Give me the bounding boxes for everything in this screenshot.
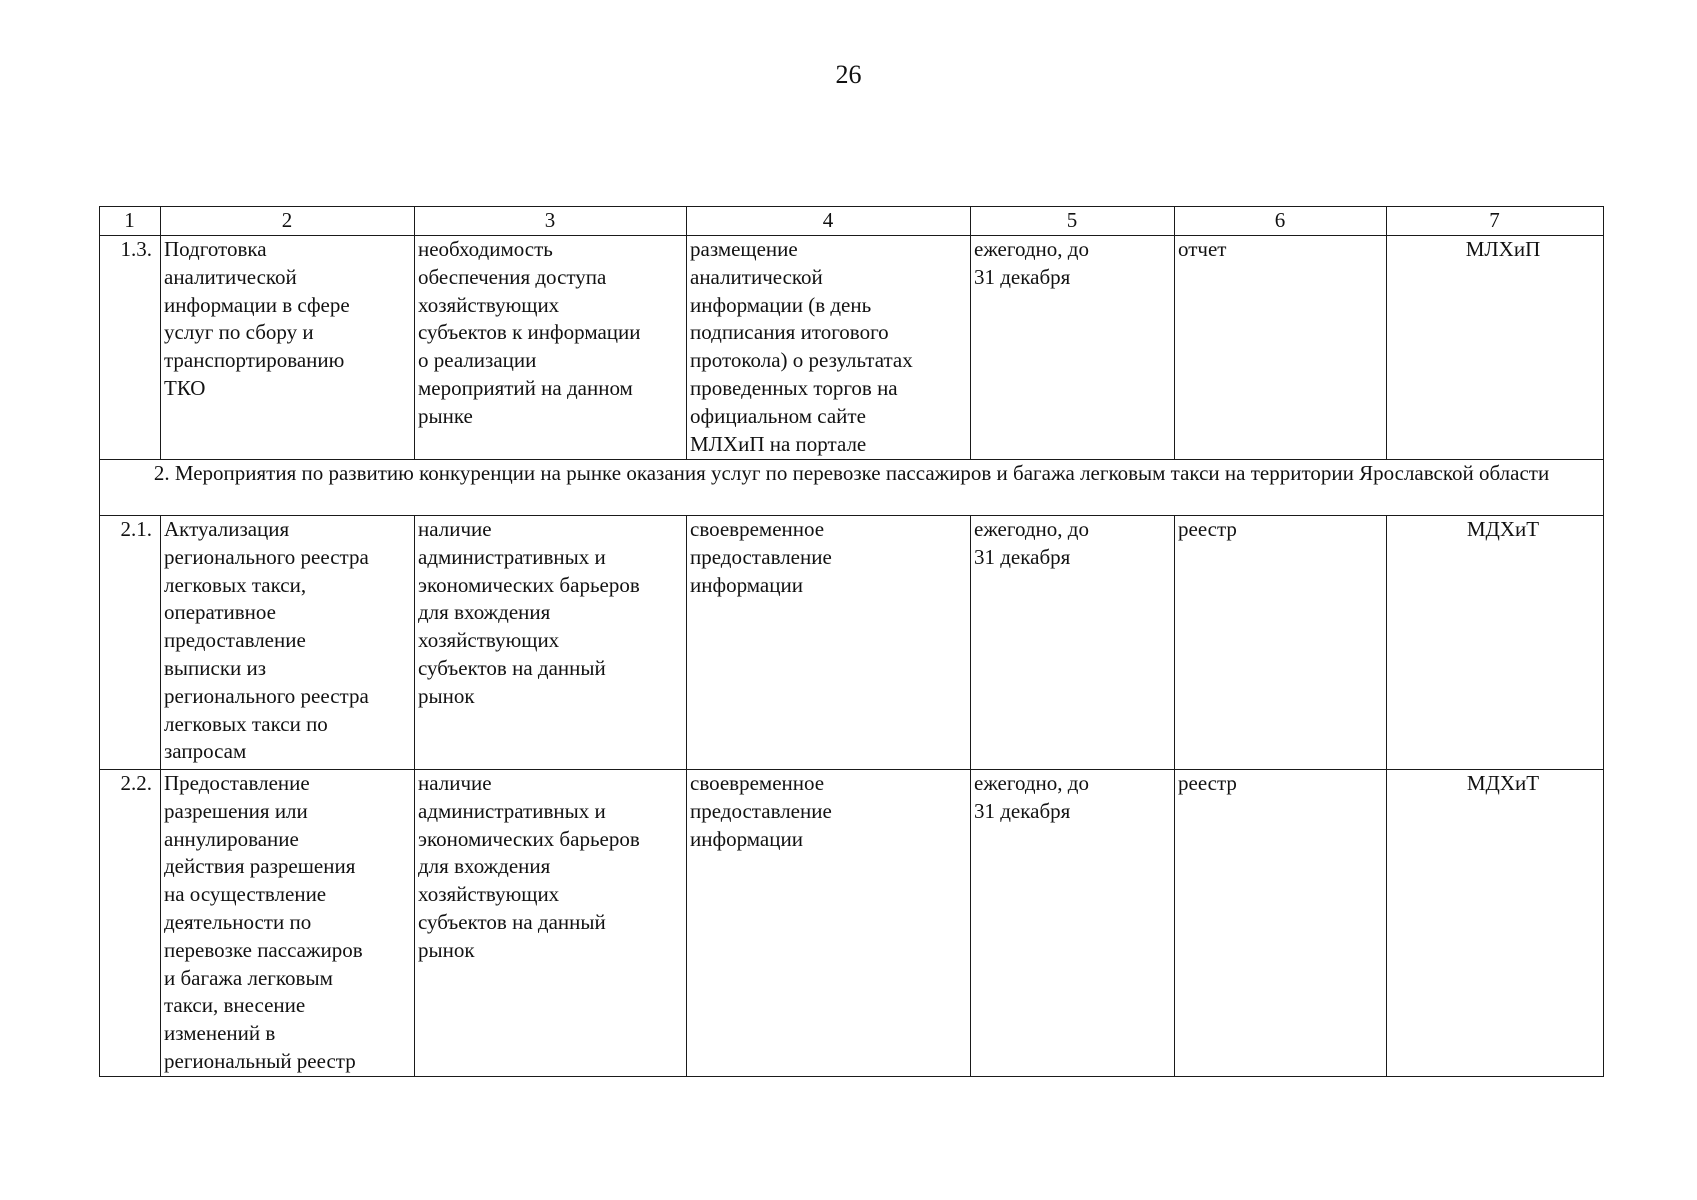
header-cell: 1 [100, 207, 161, 236]
measure-name: Подготовка аналитической информации в сфере услуг по сбору и транспортированию ТКО [164, 237, 350, 400]
deadline-cell [971, 770, 1175, 1077]
responsible-cell [1387, 770, 1604, 1077]
row-number: 2.2. [120, 771, 152, 795]
result-text: своевременное предоставление информации [690, 771, 832, 851]
measure-name-cell [161, 516, 415, 770]
section-row [100, 460, 1604, 516]
result-cell [687, 770, 971, 1077]
problem-cell [415, 770, 687, 1077]
deadline-cell [971, 236, 1175, 460]
deadline-text: ежегодно, до 31 декабря [974, 771, 1089, 823]
measure-name: Актуализация регионального реестра легковых такси, оперативное предоставление выписки из регионального реестра легковых такси по запросам [164, 517, 369, 764]
document-type-cell [1175, 236, 1387, 460]
document-type-cell [1175, 516, 1387, 770]
problem-cell [415, 516, 687, 770]
document-type-text: реестр [1178, 517, 1237, 541]
problem-text: наличие административных и экономических барьеров для вхождения хозяйствующих субъектов на данный рынок [418, 517, 640, 708]
row-number-cell [100, 516, 161, 770]
header-cell: 6 [1175, 207, 1387, 236]
result-text: размещение аналитической информации (в день подписания итогового протокола) о результатах проведенных торгов на официальном сайте МЛХиП на портале [690, 237, 913, 456]
deadline-text: ежегодно, до 31 декабря [974, 237, 1089, 289]
header-cell: 7 [1387, 207, 1604, 236]
result-cell [687, 516, 971, 770]
header-cell: 5 [971, 207, 1175, 236]
responsible-cell [1387, 516, 1604, 770]
table-row [100, 236, 1604, 460]
row-number: 2.1. [120, 517, 152, 541]
measure-name-cell [161, 236, 415, 460]
problem-text: необходимость обеспечения доступа хозяйствующих субъектов к информации о реализации мероприятий на данном рынке [418, 237, 641, 428]
page-number: 26 [835, 60, 862, 89]
problem-cell [415, 236, 687, 460]
problem-text: наличие административных и экономических барьеров для вхождения хозяйствующих субъектов на данный рынок [418, 771, 640, 962]
measures-table [99, 206, 1604, 1077]
responsible-text: МДХиТ [1466, 517, 1540, 541]
document-type-text: отчет [1178, 237, 1227, 261]
deadline-text: ежегодно, до 31 декабря [974, 517, 1089, 569]
deadline-cell [971, 516, 1175, 770]
result-cell [687, 236, 971, 460]
measure-name: Предоставление разрешения или аннулирование действия разрешения на осуществление деятельности по перевозке пассажиров и багажа легковым такси, внесение изменений в региональный реестр [164, 771, 363, 1073]
header-cell: 4 [687, 207, 971, 236]
responsible-text: МДХиТ [1466, 771, 1540, 795]
header-row [100, 207, 1604, 236]
table-row [100, 516, 1604, 770]
result-text: своевременное предоставление информации [690, 517, 832, 597]
document-type-text: реестр [1178, 771, 1237, 795]
document-type-cell [1175, 770, 1387, 1077]
table-row [100, 770, 1604, 1077]
responsible-text: МЛХиП [1465, 237, 1541, 261]
header-cell: 3 [415, 207, 687, 236]
responsible-cell [1387, 236, 1604, 460]
section-heading-cell [100, 460, 1604, 516]
row-number: 1.3. [120, 237, 152, 261]
header-cell: 2 [161, 207, 415, 236]
row-number-cell [100, 236, 161, 460]
measure-name-cell [161, 770, 415, 1077]
section-heading: 2. Мероприятия по развитию конкуренции на рынке оказания услуг по перевозке пассажиров и багажа легковым такси на территории Ярославской области [153, 461, 1550, 485]
row-number-cell [100, 770, 161, 1077]
